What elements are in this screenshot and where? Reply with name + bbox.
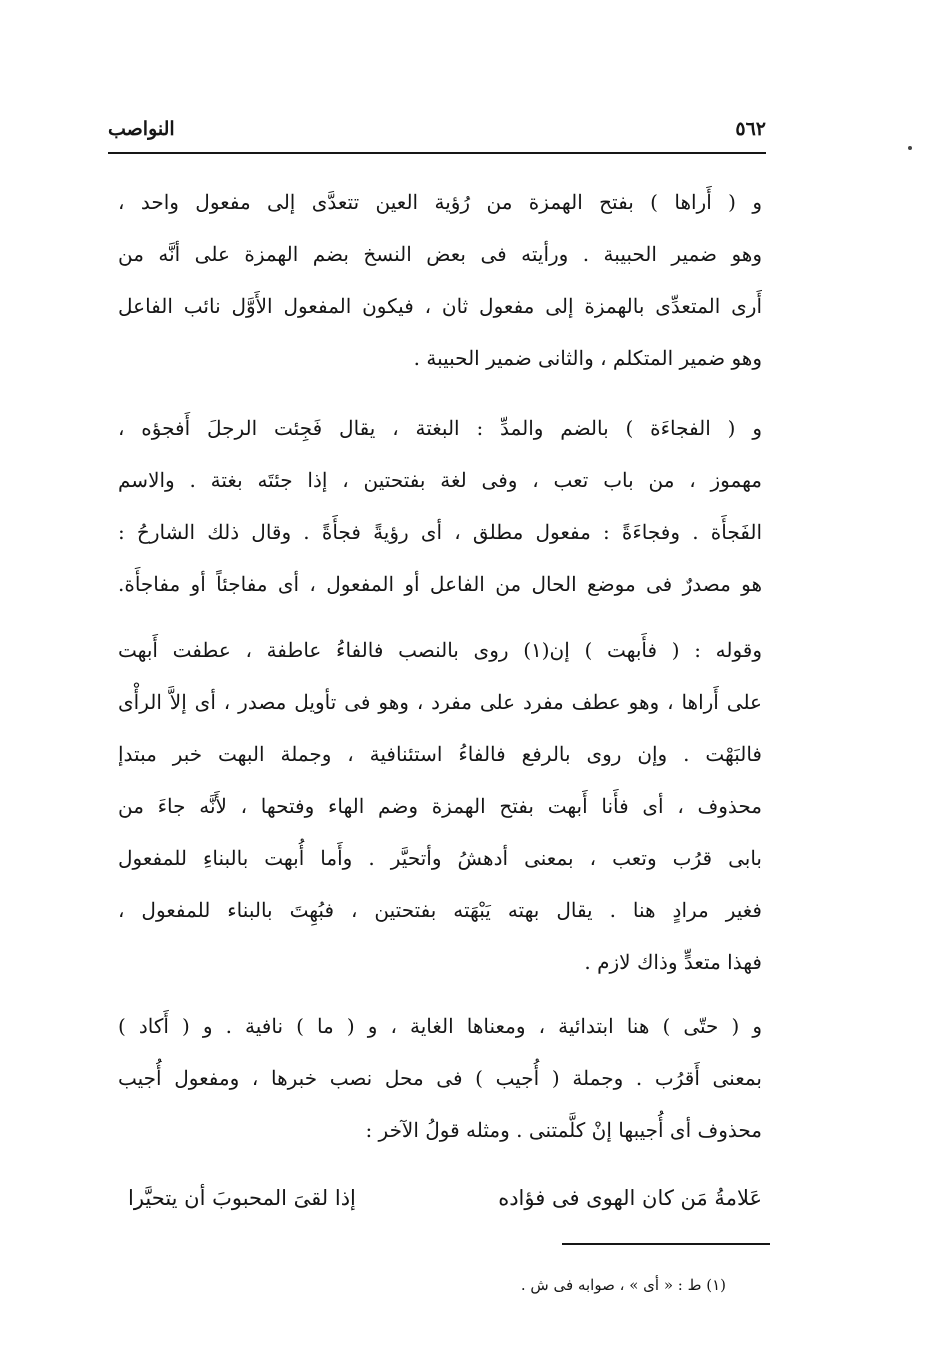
- text-line: محذوف ، أى فأَنا أَبهت بفتح الهمزة وضم الهاء وفتحها ، لأَنَّه جاءَ من: [118, 794, 762, 818]
- text-line: على أَراها ، وهو عطف مفرد على مفرد ، وهو فى تأويل مصدر ، أى إلاَّ الرأْى: [118, 690, 762, 714]
- text-line: وهو ضمير الحبيبة . ورأيته فى بعض النسخ بضم الهمزة على أنَّه من: [118, 242, 762, 266]
- text-line: محذوف أى أُجيبها إنْ كلَّمتنى . ومثله قولُ الآخر :: [365, 1118, 762, 1142]
- footnote: (١) ط : « أى » ، صوابه فى ش .: [520, 1276, 726, 1294]
- running-title: النواصب: [108, 118, 175, 140]
- text-line: مهموز ، من باب تعب ، وفى لغة بفتحتين ، إذا جئتَه بغتة . والاسم: [118, 468, 762, 492]
- paragraph-araha: [118, 176, 762, 384]
- text-line: فالبَهْت . وإن روى بالرفع فالفاءُ استئنافية ، وجملة البهت خبر مبتدإ: [118, 742, 762, 766]
- text-line: وقوله : ( فأَبهت ) إن(١) روى بالنصب فالفاءُ عاطفة ، عطفت أَبهت: [118, 638, 762, 662]
- page-number: ٥٦٢: [735, 118, 766, 140]
- footnote-rule: [562, 1243, 770, 1245]
- poetry-verse: [128, 1172, 762, 1224]
- text-line: وهو ضمير المتكلم ، والثانى ضمير الحبيبة .: [413, 346, 762, 370]
- paragraph-fujaa: [118, 402, 762, 610]
- text-line: بمعنى أَقرُب . وجملة ( أُجيب ) فى محل نصب خبرها ، ومفعول أُجيب: [118, 1066, 762, 1090]
- paragraph-hatta: [118, 1000, 762, 1156]
- text-line: الفَجأَة . وفجاءَةً : مفعول مطلق ، أى رؤيةً فجأَةً . وقال ذلك الشارحُ :: [118, 520, 762, 544]
- text-line: و ( حتّى ) هنا ابتدائية ، ومعناها الغاية ، و ( ما ) نافية . و ( أَكاد ): [118, 1014, 762, 1038]
- text-line: هو مصدرٌ فى موضع الحال من الفاعل أو المفعول ، أى مفاجئاً أو مفاجأَة.: [118, 572, 762, 596]
- text-line: أَرى المتعدِّى بالهمزة إلى مفعول ثان ، فيكون المفعول الأَوَّل نائب الفاعل: [118, 294, 762, 318]
- text-line: و ( الفجاءَة ) بالضم والمدِّ : البغتة ، يقال فَجِئت الرجلَ أَفجؤه ،: [118, 416, 762, 440]
- text-line: و ( أَراها ) بفتح الهمزة من رُؤية العين تتعدَّى إلى مفعول واحد ،: [118, 190, 762, 214]
- paragraph-abhat: [118, 624, 762, 988]
- header-rule: [108, 152, 766, 154]
- first-hemistich: عَلامةُ مَن كان الهوى فى فؤاده: [498, 1186, 762, 1210]
- page-header: [108, 114, 766, 150]
- text-line: بابى قرُب وتعب ، بمعنى أدهشُ وأتحيَّر . وأَما أُبهت بالبناءِ للمفعول: [118, 846, 762, 870]
- text-line: فهذا متعدٍّ وذاك لازم .: [584, 950, 762, 974]
- margin-dot: [908, 146, 912, 150]
- text-line: فغير مرادٍ هنا . يقال بهته يَبْهَته بفتحتين ، فبُهِتَ بالبناء للمفعول ،: [118, 898, 762, 922]
- second-hemistich: إذا لقىَ المحبوبَ أن يتحيَّرا: [128, 1186, 356, 1210]
